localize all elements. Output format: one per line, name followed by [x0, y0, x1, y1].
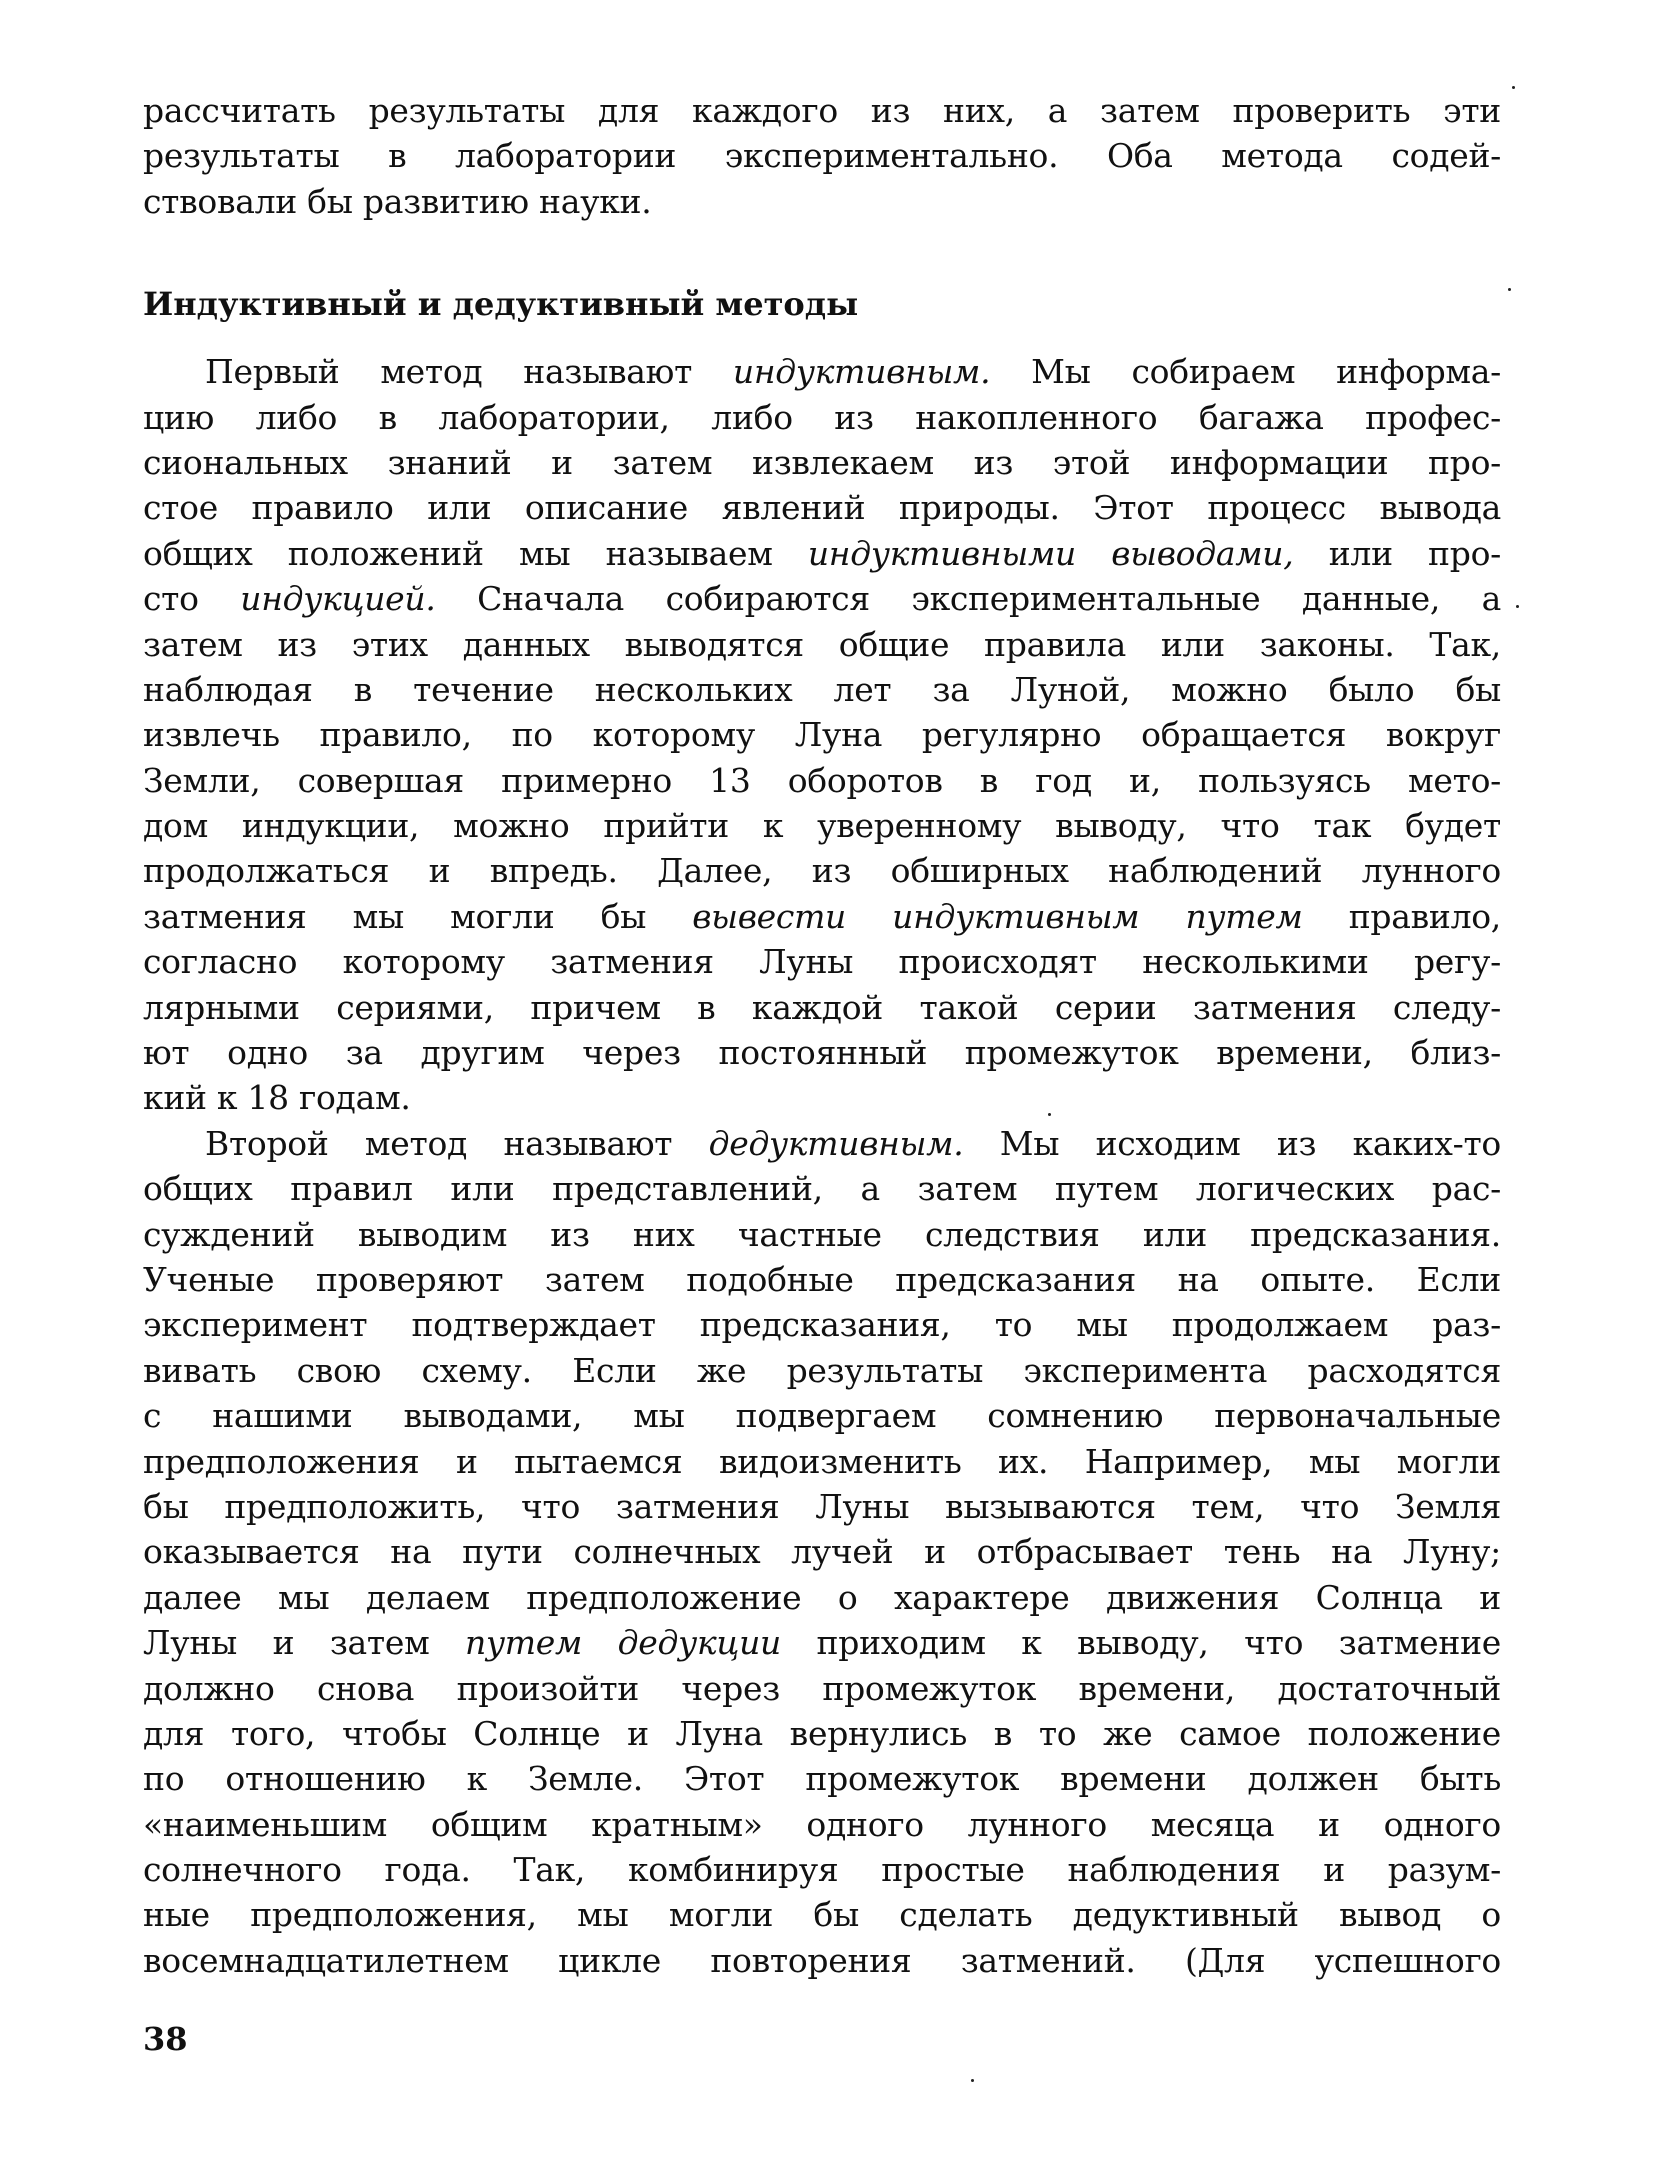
text-line — [143, 485, 1501, 530]
text-line — [143, 1938, 1501, 1983]
text-line — [143, 133, 1501, 178]
text-run: оказывается на пути солнечных лучей и отбрасывает тень на Луну; — [143, 1532, 1501, 1572]
text-run: общих положений мы называем — [143, 533, 808, 573]
text-line — [143, 1847, 1501, 1892]
text-run: сиональных знаний и затем извлекаем из этой информации про- — [143, 442, 1501, 482]
scan-speck — [1516, 605, 1519, 608]
text-line — [143, 179, 1501, 224]
section-heading: Индуктивный и дедуктивный методы — [143, 285, 859, 324]
italic-term: путем дедукции — [465, 1623, 781, 1663]
text-line — [143, 440, 1501, 485]
text-run: по отношению к Земле. Этот промежуток времени должен быть — [143, 1759, 1501, 1799]
text-run: Ученые проверяют затем подобные предсказания на опыте. Если — [143, 1259, 1501, 1299]
text-line — [143, 1575, 1501, 1620]
text-line — [143, 758, 1501, 803]
italic-term: индуктивным. — [732, 352, 991, 392]
text-line — [143, 1030, 1501, 1075]
text-line — [143, 1756, 1501, 1801]
scan-speck — [1048, 1113, 1051, 1116]
text-run: сто — [143, 579, 241, 619]
text-line — [143, 1484, 1501, 1529]
text-line — [143, 622, 1501, 667]
italic-term: дедуктивным. — [708, 1123, 964, 1163]
italic-term: индуктивными выводами, — [807, 533, 1294, 573]
text-run: продолжаться и впредь. Далее, из обширных наблюдений лунного — [143, 851, 1501, 891]
intro-paragraph — [143, 88, 1501, 224]
paragraph-inductive — [143, 349, 1501, 1121]
text-run: затем из этих данных выводятся общие правила или законы. Так, — [143, 624, 1501, 664]
text-line — [143, 349, 1501, 394]
text-line — [143, 531, 1501, 576]
text-line — [143, 1666, 1501, 1711]
text-line — [143, 88, 1501, 133]
scan-speck — [1512, 86, 1515, 89]
text-line — [143, 848, 1501, 893]
page-number: 38 — [143, 2020, 188, 2058]
text-run: Второй метод называют — [205, 1123, 709, 1163]
text-line — [143, 985, 1501, 1030]
text-line — [143, 395, 1501, 440]
text-line — [143, 939, 1501, 984]
text-line — [143, 1620, 1501, 1665]
text-run: Первый метод называют — [205, 352, 733, 392]
text-line — [143, 1075, 1501, 1120]
text-run: Мы собираем информа- — [990, 352, 1501, 392]
text-line — [143, 1166, 1501, 1211]
text-run: Мы исходим из каких-то — [963, 1123, 1501, 1163]
text-run: правило, — [1302, 896, 1501, 936]
text-run: далее мы делаем предположение о характере движения Солнца и — [143, 1577, 1501, 1617]
text-line — [143, 803, 1501, 848]
text-run: эксперимент подтверждает предсказания, то мы продолжаем раз- — [143, 1305, 1501, 1345]
scan-speck — [1508, 288, 1511, 291]
text-run: восемнадцатилетнем цикле повторения затмений. (Для успешного — [143, 1940, 1501, 1980]
text-run: дом индукции, можно прийти к уверенному выводу, что так будет — [143, 806, 1501, 846]
text-line — [143, 1892, 1501, 1937]
text-line — [143, 1711, 1501, 1756]
text-run: должно снова произойти через промежуток времени, достаточный — [143, 1668, 1501, 1708]
text-run: Земли, совершая примерно 13 оборотов в год и, пользуясь мето- — [143, 760, 1501, 800]
text-run: извлечь правило, по которому Луна регулярно обращается вокруг — [143, 715, 1501, 755]
text-run: ют одно за другим через постоянный промежуток времени, близ- — [143, 1033, 1501, 1073]
text-run: наблюдая в течение нескольких лет за Луной, можно было бы — [143, 669, 1501, 709]
text-line — [143, 1802, 1501, 1847]
text-run: для того, чтобы Солнце и Луна вернулись в то же самое положение — [143, 1713, 1501, 1753]
text-line — [143, 1348, 1501, 1393]
text-run: согласно которому затмения Луны происходят несколькими регу- — [143, 942, 1501, 982]
text-run: приходим к выводу, что затмение — [781, 1623, 1501, 1663]
scan-speck — [971, 2079, 974, 2082]
text-run: ные предположения, мы могли бы сделать дедуктивный вывод о — [143, 1895, 1501, 1935]
text-run: кий к 18 годам. — [143, 1078, 411, 1118]
text-run: затмения мы могли бы — [143, 896, 693, 936]
text-run: солнечного года. Так, комбинируя простые наблюдения и разум- — [143, 1850, 1501, 1890]
book-page — [143, 88, 1501, 1983]
text-line — [143, 576, 1501, 621]
text-line — [143, 1257, 1501, 1302]
text-run: суждений выводим из них частные следствия или предсказания. — [143, 1214, 1501, 1254]
text-run: предположения и пытаемся видоизменить их. Например, мы могли — [143, 1441, 1501, 1481]
text-line — [143, 1529, 1501, 1574]
text-run: или про- — [1293, 533, 1501, 573]
text-run: результаты в лаборатории экспериментально. Оба метода содей- — [143, 136, 1501, 176]
text-line — [143, 1121, 1501, 1166]
text-line — [143, 1393, 1501, 1438]
text-run: с нашими выводами, мы подвергаем сомнению первоначальные — [143, 1396, 1501, 1436]
text-run: Сначала собираются экспериментальные данные, а — [435, 579, 1501, 619]
text-line — [143, 1439, 1501, 1484]
text-run: ствовали бы развитию науки. — [143, 181, 652, 221]
text-line — [143, 667, 1501, 712]
text-run: цию либо в лаборатории, либо из накопленного багажа профес- — [143, 397, 1501, 437]
text-line — [143, 1302, 1501, 1347]
text-run: рассчитать результаты для каждого из них, а затем проверить эти — [143, 91, 1501, 130]
italic-term: индукцией. — [240, 579, 436, 619]
italic-term: вывести индуктивным путем — [692, 896, 1303, 936]
text-run: стое правило или описание явлений природы. Этот процесс вывода — [143, 488, 1501, 528]
text-run: вивать свою схему. Если же результаты эксперимента расходятся — [143, 1350, 1501, 1390]
text-run: «наименьшим общим кратным» одного лунного месяца и одного — [143, 1804, 1501, 1844]
text-run: Луны и затем — [143, 1623, 466, 1663]
paragraph-deductive — [143, 1121, 1501, 1983]
text-run: общих правил или представлений, а затем путем логических рас- — [143, 1169, 1501, 1209]
text-run: лярными сериями, причем в каждой такой серии затмения следу- — [143, 987, 1501, 1027]
text-line — [143, 1212, 1501, 1257]
text-run: бы предположить, что затмения Луны вызываются тем, что Земля — [143, 1486, 1501, 1526]
text-line — [143, 712, 1501, 757]
text-line — [143, 894, 1501, 939]
